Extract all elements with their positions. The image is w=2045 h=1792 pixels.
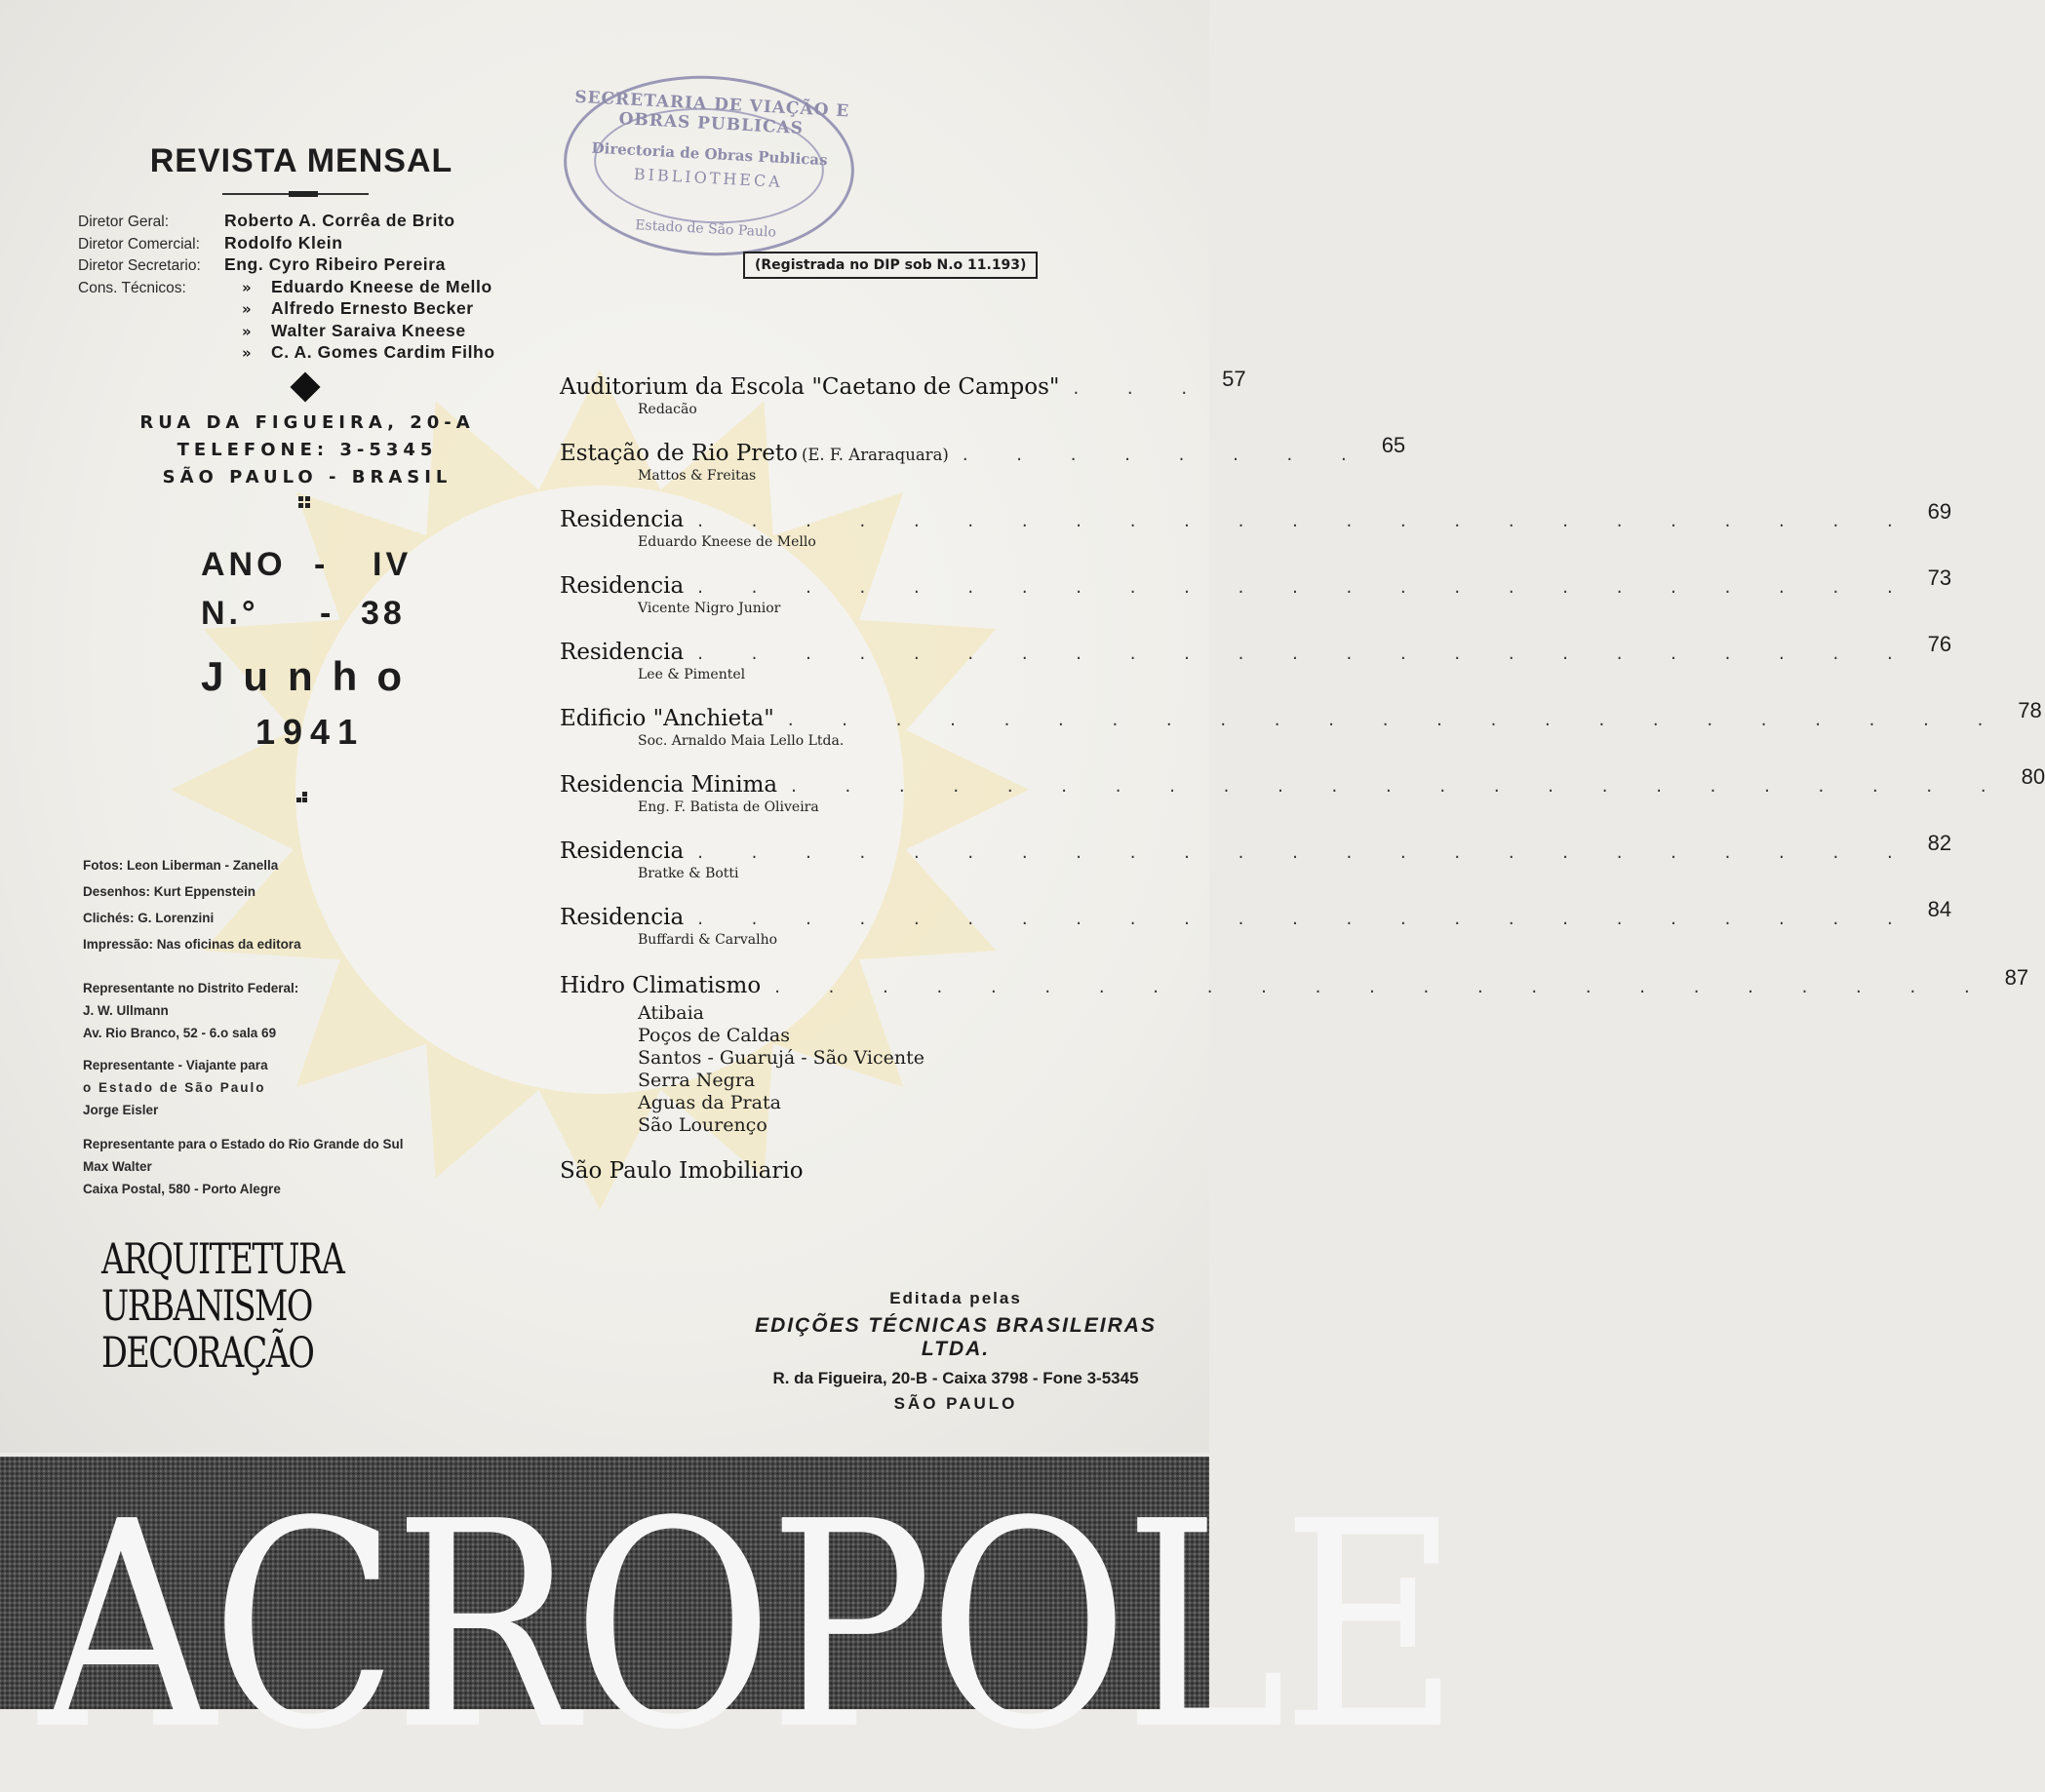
quote-mark: »: [242, 278, 252, 296]
magazine-type: REVISTA MENSAL: [149, 142, 453, 179]
publisher-name: EDIÇÕES TÉCNICAS BRASILEIRAS LTDA.: [755, 1314, 1157, 1360]
toc-page: 73: [1927, 565, 1952, 590]
issue-number-value: 38: [361, 595, 406, 632]
staff-role: Diretor Secretario:: [78, 257, 201, 274]
toc-place: São Lourenço: [638, 1114, 767, 1136]
toc-author: Eng. F. Batista de Oliveira: [638, 799, 819, 815]
stamp-line-2: Directoria de Obras Publicas: [591, 138, 829, 170]
toc-place: Santos - Guarujá - São Vicente: [638, 1047, 924, 1069]
staff-row: [78, 321, 536, 343]
representative-line: Max Walter: [83, 1159, 152, 1174]
toc-title: Hidro Climatismo: [560, 973, 762, 998]
representative-line: Jorge Eisler: [83, 1103, 159, 1117]
staff-name: C. A. Gomes Cardim Filho: [271, 342, 495, 362]
toc-title: São Paulo Imobiliario: [560, 1158, 804, 1184]
quote-mark: »: [242, 322, 252, 340]
representative-line: Caixa Postal, 580 - Porto Alegre: [83, 1182, 281, 1196]
quote-mark: »: [242, 344, 252, 362]
toc-place: Atibaia: [638, 1002, 704, 1024]
toc-page: 57: [1222, 367, 1246, 391]
staff-role: Diretor Comercial:: [78, 235, 200, 253]
toc-author: Redacão: [638, 402, 697, 417]
toc-leader: . . . . . . . . . . . . . . . . . . . . . . .: [697, 643, 1914, 664]
staff-name: Eduardo Kneese de Mello: [271, 276, 492, 296]
staff-name: Roberto A. Corrêa de Brito: [224, 211, 455, 230]
publisher-block: [722, 1289, 1190, 1414]
logo-word: ARQUITETURA: [101, 1235, 344, 1284]
toc-author: Vicente Nigro Junior: [638, 601, 781, 616]
toc-page: 69: [1927, 499, 1952, 524]
toc-leader: . . .: [1073, 378, 1209, 399]
credit-drawings: Desenhos: Kurt Eppenstein: [83, 884, 256, 899]
toc-leader: . . . . . . . . . . . . . . . . . . . . . . .: [697, 909, 1914, 929]
toc-page: 87: [2004, 965, 2029, 990]
issue-year: 1941: [256, 712, 366, 752]
publisher-label: Editada pelas: [889, 1289, 1022, 1307]
square-ornament: [298, 496, 310, 508]
toc-entry[interactable]: [560, 831, 1952, 881]
small-ornament: [296, 792, 310, 803]
staff-row: [78, 298, 536, 321]
toc-author: Mattos & Freitas: [638, 468, 757, 484]
publisher-city: SÃO PAULO: [893, 1394, 1018, 1413]
representative-line: Representante para o Estado do Rio Grande do Sul: [83, 1137, 404, 1151]
staff-name: Rodolfo Klein: [224, 232, 343, 253]
toc-leader: . . . . . . . . . . . . . . . . . . . . . . .: [697, 577, 1914, 598]
representative-line: o Estado de São Paulo: [83, 1080, 266, 1095]
toc-leader: . . . . . . . . . . . . . . . . . . . . . . .: [697, 842, 1914, 863]
toc-author: Bratke & Botti: [638, 866, 739, 881]
issue-dash: -: [320, 595, 335, 632]
representative-line: Representante no Distrito Federal:: [83, 981, 299, 995]
masthead-band: [0, 1457, 1456, 1792]
address-street: RUA DA FIGUEIRA, 20-A: [139, 412, 475, 433]
subject-logo: [101, 1236, 343, 1377]
representative-federal: [83, 981, 299, 1040]
toc-entry[interactable]: [560, 965, 2029, 1137]
toc-title: Residencia: [560, 905, 685, 930]
representative-line: Representante - Viajante para: [83, 1058, 268, 1072]
toc-page: 78: [2018, 698, 2042, 722]
toc-page: 80: [2021, 764, 2045, 789]
toc-place: Aguas da Prata: [638, 1092, 781, 1113]
issue-ano-label: ANO: [201, 546, 287, 583]
logo-word: URBANISMO: [101, 1282, 312, 1331]
toc-subtitle: (E. F. Araraquara): [801, 446, 949, 464]
toc-title: Residencia Minima: [560, 772, 778, 798]
address-phone: TELEFONE: 3-5345: [177, 440, 438, 460]
toc-page: 82: [1927, 831, 1952, 855]
staff-name: Alfredo Ernesto Becker: [271, 298, 474, 318]
toc-leader: . . . . . . . . . . . . . . . . . . . . . . .: [787, 710, 2005, 730]
issue-ano-value: IV: [373, 546, 413, 583]
staff-name: Eng. Cyro Ribeiro Pereira: [224, 254, 447, 274]
credits: [83, 858, 301, 963]
toc-place: Serra Negra: [638, 1070, 756, 1091]
toc-author: Lee & Pimentel: [638, 667, 746, 682]
toc-entry[interactable]: [560, 565, 1952, 616]
toc-title: Residencia: [560, 573, 685, 599]
toc-author: Buffardi & Carvalho: [638, 932, 778, 948]
title-rule-mark: [289, 191, 318, 197]
toc-leader: . . . . . . . . . . . . . . . . . . . . . . .: [791, 776, 2008, 797]
toc-leader: . . . . . . . .: [962, 445, 1368, 465]
logo-word: DECORAÇÃO: [101, 1329, 314, 1378]
toc-title: Residencia: [560, 507, 685, 532]
staff-row: [78, 277, 536, 299]
toc-place: Poços de Caldas: [638, 1025, 790, 1046]
toc-entry[interactable]: [560, 433, 1406, 484]
credit-cliches: Clichés: G. Lorenzini: [83, 911, 215, 925]
toc-leader: . . . . . . . . . . . . . . . . . . . . . . .: [774, 977, 1991, 997]
issue-year-row: [201, 546, 287, 584]
toc-places: [638, 1002, 1184, 1137]
staff-name: Walter Saraiva Kneese: [271, 320, 466, 340]
representative-line: Av. Rio Branco, 52 - 6.o sala 69: [83, 1026, 277, 1040]
toc-entry[interactable]: [560, 897, 1952, 948]
staff-list: [78, 211, 536, 365]
staff-row: [78, 342, 536, 365]
toc-title: Estação de Rio Preto: [560, 441, 798, 466]
issue-month: Junho: [201, 653, 421, 699]
publisher-address: R. da Figueira, 20-B - Caixa 3798 - Fone 3-5345: [772, 1369, 1139, 1387]
toc-page: 76: [1927, 632, 1952, 656]
toc-leader: . . . . . . . . . . . . . . . . . . . . . . .: [697, 511, 1914, 531]
staff-row: [78, 254, 536, 277]
representative-rio-grande: [83, 1137, 404, 1196]
toc-entry[interactable]: [560, 764, 2045, 815]
credit-printing: Impressão: Nas oficinas da editora: [83, 937, 301, 952]
stamp-line-1: SECRETARIA DE VIAÇÃO E OBRAS PUBLICAS: [573, 87, 850, 139]
toc-page: 84: [1927, 897, 1952, 921]
toc-page: 65: [1381, 433, 1406, 457]
staff-role: Cons. Técnicos:: [78, 279, 186, 296]
representative-sao-paulo: [83, 1058, 268, 1117]
toc-title: Auditorium da Escola "Caetano de Campos": [560, 374, 1060, 400]
address-block: [98, 409, 517, 491]
toc-title: Residencia: [560, 838, 685, 864]
issue-dash: -: [314, 546, 330, 583]
toc-author: Soc. Arnaldo Maia Lello Ltda.: [638, 733, 845, 749]
staff-row: [78, 233, 536, 255]
toc-title: Edificio "Anchieta": [560, 706, 774, 731]
toc-entry[interactable]: [560, 499, 1952, 550]
toc-entry[interactable]: [560, 632, 1952, 682]
address-city: SÃO PAULO - BRASIL: [162, 467, 452, 487]
toc-entry[interactable]: [560, 367, 1246, 417]
stamp-line-3: BIBLIOTHECA: [633, 164, 784, 191]
staff-row: [78, 211, 536, 233]
masthead-title: ACROPOLE: [39, 1461, 1456, 1792]
registration-notice: (Registrada no DIP sob N.o 11.193): [743, 252, 1038, 279]
toc-entry[interactable]: [560, 698, 2042, 749]
staff-role: Diretor Geral:: [78, 214, 170, 230]
credit-photos: Fotos: Leon Liberman - Zanella: [83, 858, 279, 873]
quote-mark: »: [242, 300, 252, 318]
issue-number-label: N.°: [201, 595, 259, 632]
stamp-line-4: Estado de São Paulo: [634, 217, 777, 241]
representative-line: J. W. Ullmann: [83, 1003, 169, 1018]
toc-author: Eduardo Kneese de Mello: [638, 534, 816, 550]
toc-entry[interactable]: [560, 1158, 1184, 1184]
toc-title: Residencia: [560, 640, 685, 665]
